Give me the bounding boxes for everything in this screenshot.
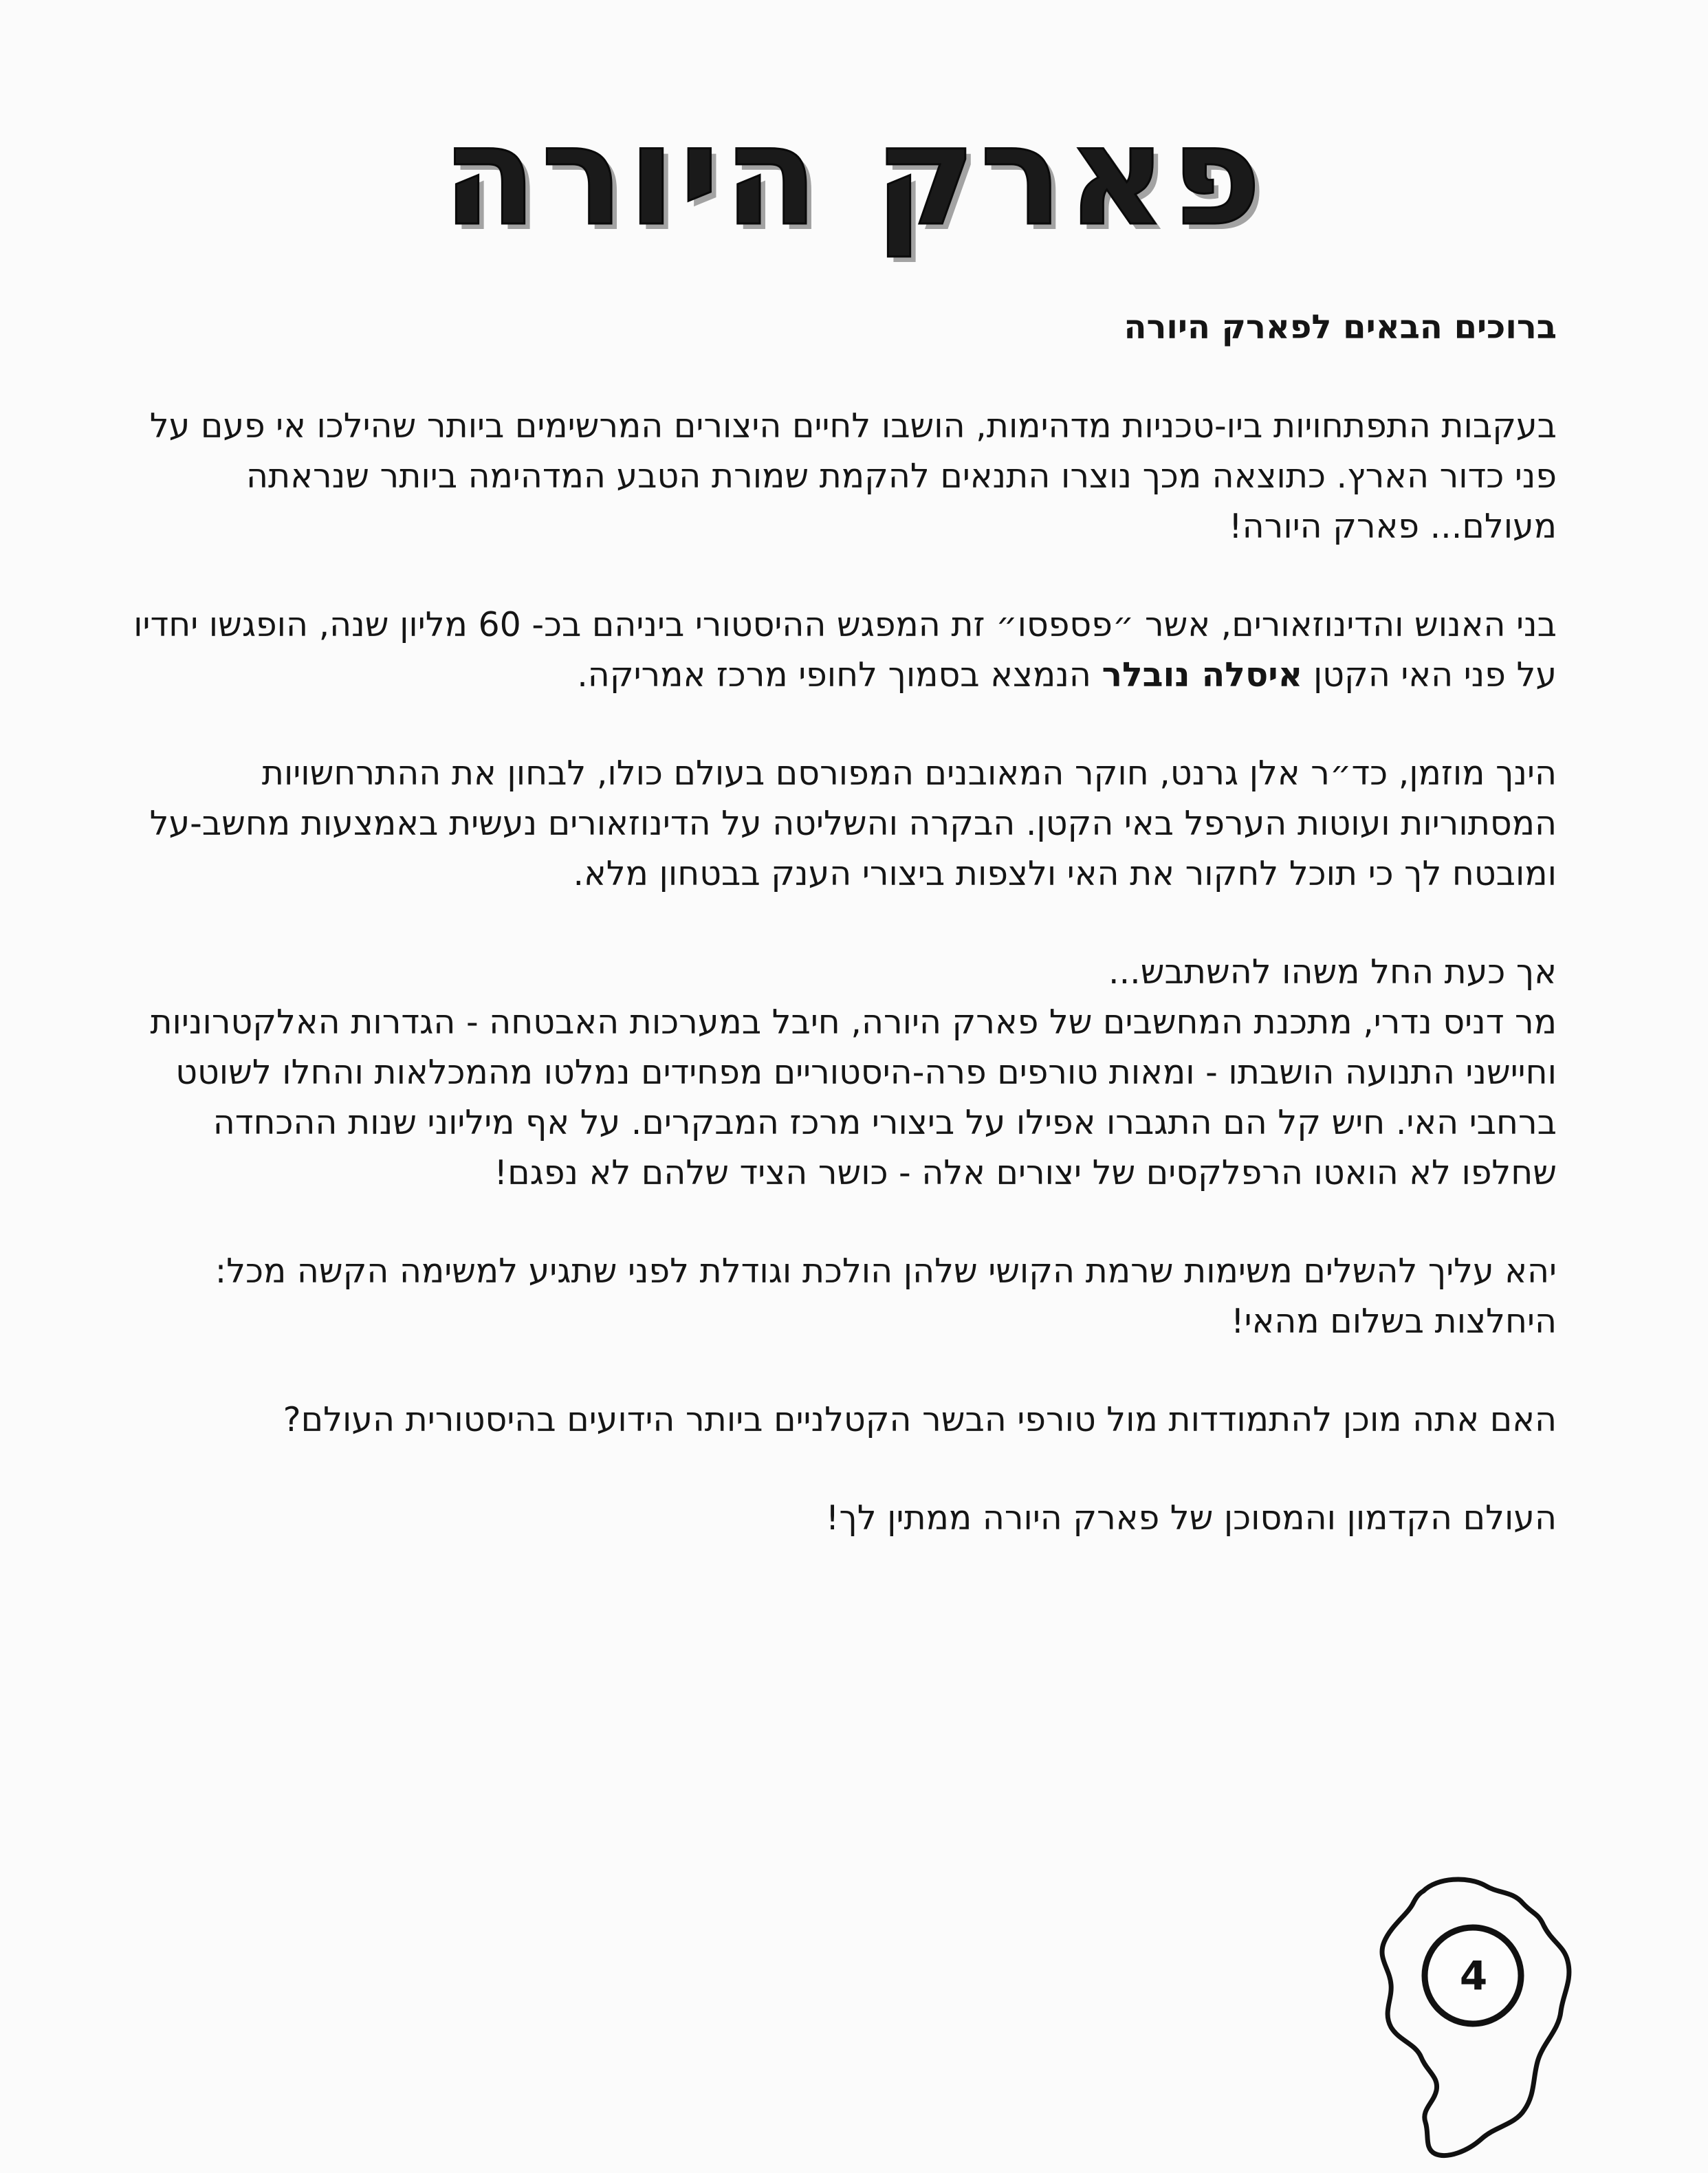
paragraph-closing: העולם הקדמון והמסוכן של פארק היורה ממתין לך! — [825, 1498, 1557, 1538]
welcome-heading: ברוכים הבאים לפארק היורה — [1124, 308, 1557, 347]
paragraph-invitation: הינך מוזמן, כד״ר אלן גרנט, חוקר המאובנים המפורסם בעולם כולו, לבחון את ההתרחשויות המסתוריות ועוטות הערפל באי הקטן. הבקרה והשליטה על הדינוזאורים נעשית באמצעות מחשב-על ומובטח לך כי תוכל לחקור את האי ולצפות ביצורי הענק בבטחון מלא. — [149, 754, 1557, 893]
paragraph-humans-dinosaurs — [127, 600, 1557, 700]
paragraph-question: האם אתה מוכן להתמודדות מול טורפי הבשר הקטלניים ביותר הידועים בהיסטורית העולם? — [283, 1400, 1557, 1439]
paragraph-intro: בעקבות התפתחויות ביו-טכניות מדהימות, הושבו לחיים היצורים המרשימים ביותר שהילכו אי פעם על פני כדור הארץ. כתוצאה מכך נוצרו התנאים להקמת שמורת הטבע המדהימה ביותר שנראתה מעולם... פארק היורה! — [149, 406, 1557, 546]
paragraph-humans-dinosaurs-text: בני האנוש והדינוזאורים, אשר ״פספסו״ זת המפגש ההיסטורי ביניהם בכ- 60 מליון שנה, הופגשו יחדיו על פני האי הקטן — [133, 605, 1557, 695]
island-location-text: הנמצא בסמוך לחופי מרכז אמריקה. — [577, 655, 1091, 695]
island-page-badge-icon — [1358, 1870, 1592, 2173]
paragraph-trouble-intro: אך כעת החל משהו להשתבש... — [1108, 952, 1557, 992]
page-body — [127, 303, 1557, 1591]
paragraph-missions: יהא עליך להשלים משימות שרמת הקושי שלהן הולכת וגודלת לפני שתגיע למשימה הקשה מכל: היחלצות בשלום מהאי! — [215, 1252, 1557, 1341]
page-number: 4 — [1459, 1952, 1488, 1999]
page-title: פארק היורה — [442, 96, 1266, 256]
island-name: איסלה נובלר — [1102, 655, 1303, 695]
paragraph-sabotage: מר דניס נדרי, מתכנת המחשבים של פארק היורה, חיבל במערכות האבטחה - הגדרות האלקטרוניות וחיישני התנועה הושבתו - ומאות טורפים פרה-היסטוריים מפחידים נמלטו מהמכלאות והחלו לשוטט ברחבי האי. חיש קל הם התגברו אפילו על ביצורי מרכז המבקרים. על אף מיליוני שנות ההכחדה שחלפו לא הואטו הרפלקסים של יצורים אלה - כושר הציד שלהם לא נפגם! — [150, 1003, 1557, 1192]
